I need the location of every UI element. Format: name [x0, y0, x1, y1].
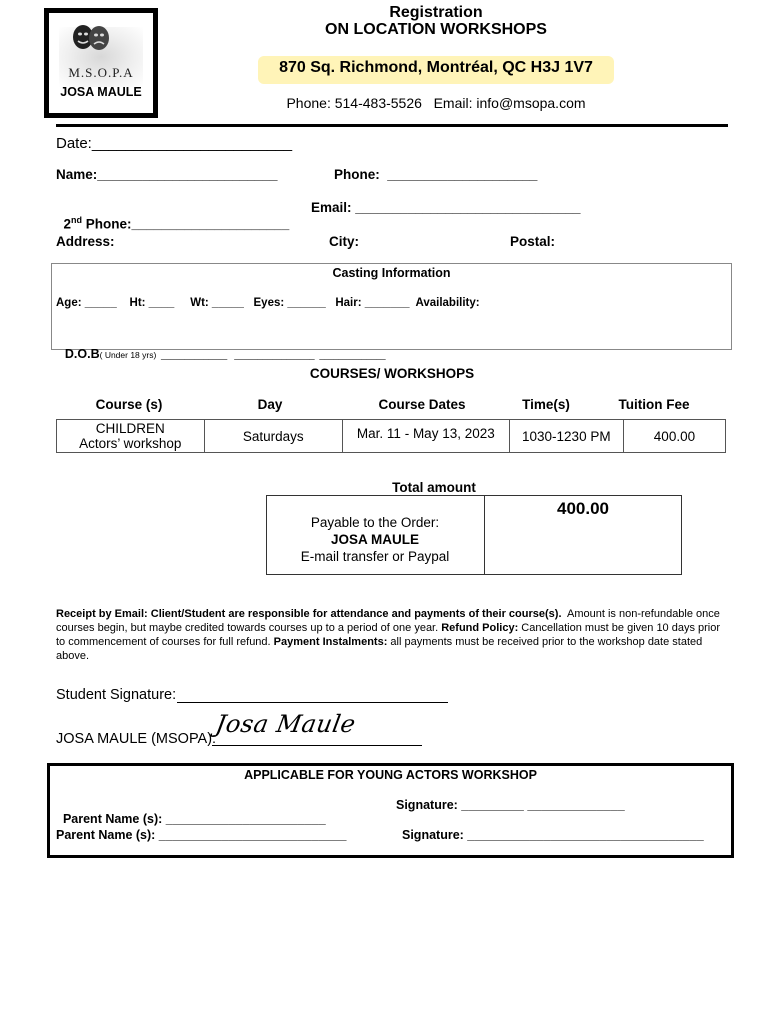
theatre-masks-icon [65, 23, 117, 53]
courses-title: COURSES/ WORKSHOPS [309, 366, 475, 381]
col-course: Course (s) [95, 397, 163, 412]
fee-cell: 400.00 [623, 420, 725, 453]
time-cell: 1030-1230 PM [509, 420, 623, 453]
dates-cell: Mar. 11 - May 13, 2023 [342, 420, 509, 453]
parent-signature-2[interactable]: Signature: __________________________________ [402, 828, 704, 842]
second-phone-field[interactable] [56, 200, 289, 232]
phone-field[interactable]: Phone: ____________________ [334, 167, 538, 182]
dob-field[interactable] [56, 327, 386, 363]
student-signature-label: Student Signature: [56, 687, 177, 703]
payable-info [266, 514, 484, 565]
casting-title: Casting Information [332, 266, 451, 280]
second-phone-label: Phone:_____________________ [82, 216, 290, 232]
policy-bold3: Payment Instalments: [273, 636, 388, 648]
second-phone-sup: nd [71, 215, 83, 225]
contact-info: Phone: 514-483-5526 Email: info@msopa.com [286, 95, 586, 111]
logo-name: JOSA MAULE [60, 85, 142, 99]
policy-text3: all payments must be received prior to the workshop date stated above. [56, 636, 706, 662]
payable-name: JOSA MAULE [330, 532, 419, 547]
page-title: Registration [389, 4, 483, 21]
total-amount: 400.00 [557, 499, 609, 518]
payable-line1: Payable to the Order: [310, 515, 440, 530]
logo [44, 8, 158, 118]
young-actors-title: APPLICABLE FOR YOUNG ACTORS WORKSHOP [244, 768, 537, 782]
course-line2: Actors’ workshop [79, 436, 182, 451]
col-fee: Tuition Fee [618, 397, 690, 412]
address-field[interactable]: Address: [56, 234, 115, 249]
address: 870 Sq. Richmond, Montréal, QC H3J 1V7 [279, 59, 593, 76]
col-day: Day [257, 397, 283, 412]
policy-text2: Cancellation must be given 10 days prior to commencement of courses for full refund. [56, 622, 724, 648]
col-dates: Course Dates [378, 397, 466, 412]
parent-name-1[interactable] [56, 798, 326, 826]
parent-name-2[interactable]: Parent Name (s): ___________________________ [56, 828, 347, 842]
dob-note: ( Under 18 yrs) ______________ _________________ ______________ [99, 350, 386, 360]
policy-text1: Amount is non-refundable once courses begin, but maybe credited towards courses up to a period of one year. [56, 608, 723, 634]
course-line1: CHILDREN [95, 421, 165, 436]
payable-method: E-mail transfer or Paypal [300, 549, 450, 564]
dob-label: D.O.B [64, 347, 100, 361]
msopa-signature-label: JOSA MAULE (MSOPA): [56, 731, 217, 747]
total-label: Total amount [392, 480, 476, 495]
header-divider [56, 124, 728, 127]
page-subtitle: ON LOCATION WORKSHOPS [325, 21, 547, 38]
day-cell: Saturdays [204, 420, 342, 453]
table-row [57, 420, 726, 453]
col-time: Time(s) [522, 397, 570, 412]
email-field[interactable]: Email: ______________________________ [311, 200, 581, 215]
parent-signature-1[interactable]: Signature: _________ ______________ [396, 798, 625, 812]
student-signature-line[interactable] [177, 702, 448, 703]
policy-bold2: Refund Policy: [441, 622, 519, 634]
date-field[interactable]: Date:________________________ [56, 135, 293, 152]
postal-field[interactable]: Postal: [510, 234, 556, 249]
policy-text [56, 607, 728, 663]
msopa-signature-line [212, 745, 422, 746]
parent-name-1-line: _______________________ [165, 812, 326, 826]
name-field[interactable]: Name:________________________ [56, 167, 278, 182]
policy-bold1: Receipt by Email: Client/Student are responsible for attendance and payments of their course(s). [56, 608, 562, 620]
courses-table [56, 419, 726, 453]
casting-fields[interactable]: Age: _____ Ht: ____ Wt: _____ Eyes: ______ Hair: _______ Availability: [56, 297, 480, 309]
city-field[interactable]: City: [329, 234, 359, 249]
logo-text: M.S.O.P.A [68, 65, 134, 80]
parent-name-1-label: Parent Name (s): [62, 812, 163, 826]
course-cell [57, 420, 205, 453]
second-phone-prefix: 2 [63, 216, 72, 232]
handwritten-signature: Josa Maule [213, 710, 359, 738]
